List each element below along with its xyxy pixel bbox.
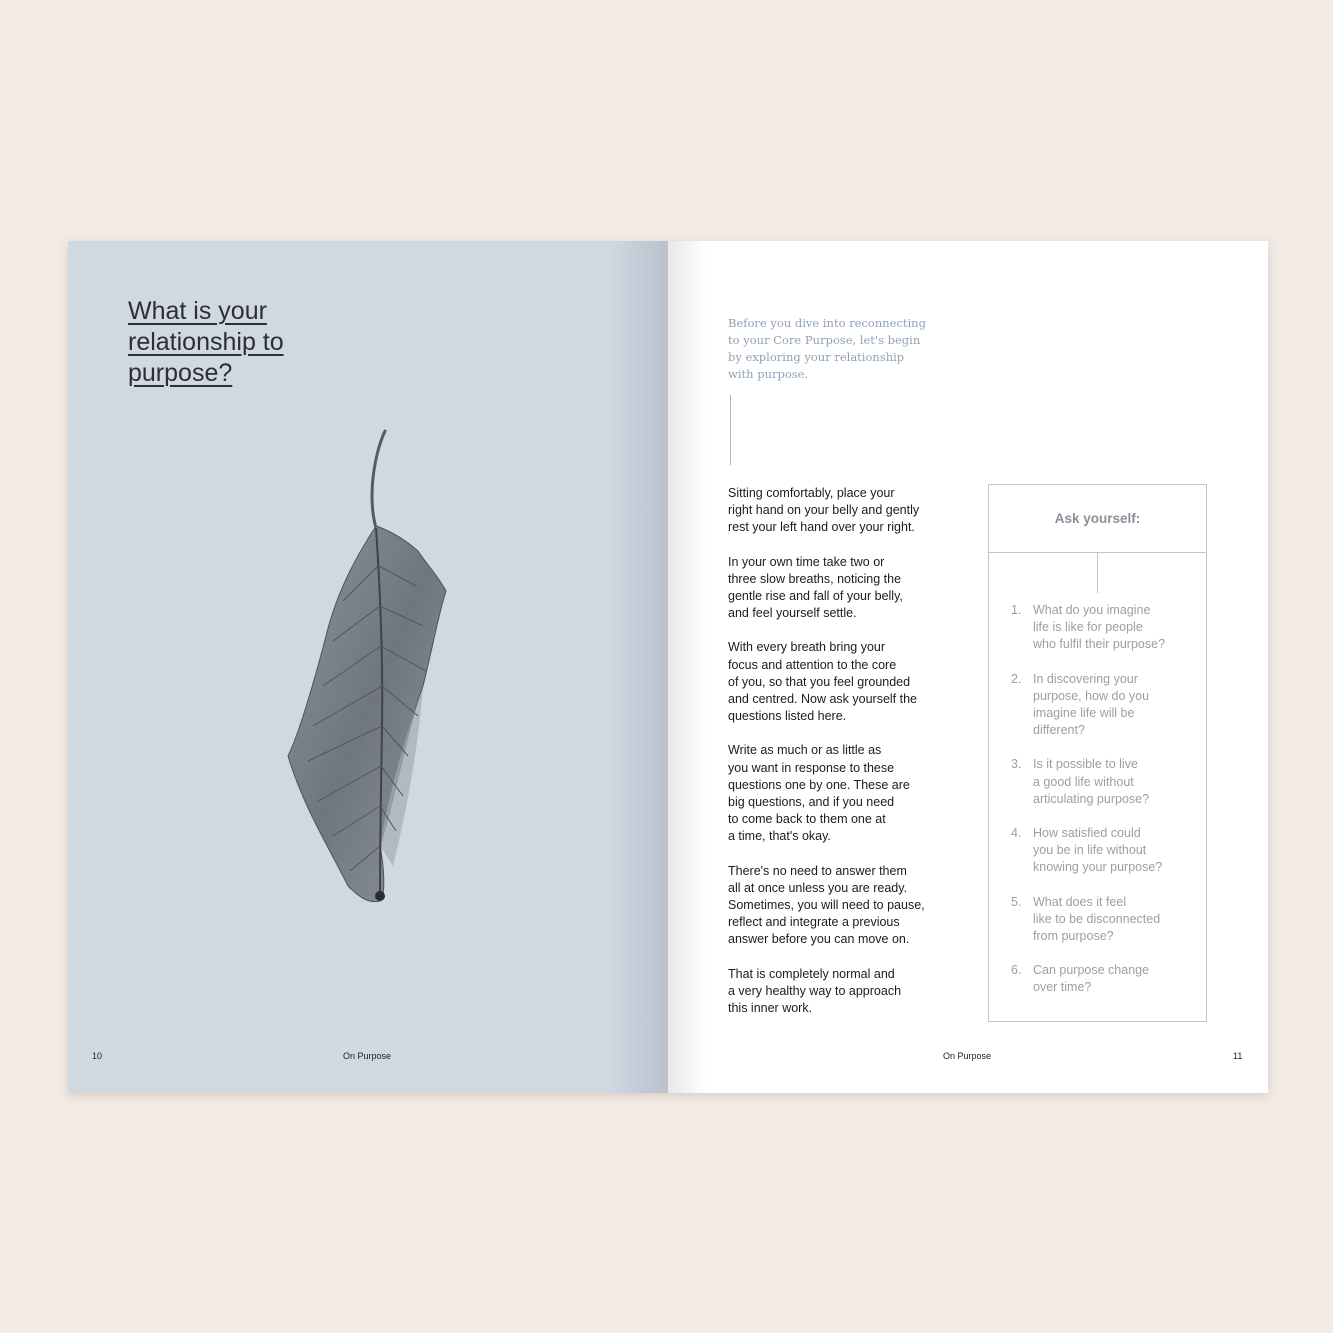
question-number: 1. <box>1011 603 1022 617</box>
question-number: 2. <box>1011 671 1022 686</box>
ask-yourself-title: Ask yourself: <box>989 485 1206 553</box>
question-text <box>1033 602 1196 654</box>
paragraph <box>728 485 953 537</box>
text-line: questions one by one. These are <box>728 777 910 792</box>
text-line: gentle rise and fall of your belly, <box>728 589 903 604</box>
text-line: answer before you can move on. <box>728 932 910 947</box>
question-list <box>1011 602 1196 1014</box>
question-line: Can purpose change <box>1033 963 1150 978</box>
text-line: In your own time take two or <box>728 554 885 569</box>
question-line: What does it feel <box>1033 894 1127 909</box>
question-text <box>1033 894 1196 946</box>
text-line: a time, that's okay. <box>728 829 831 844</box>
left-page <box>68 241 668 1093</box>
box-divider-tick <box>1097 553 1098 593</box>
divider-line <box>730 395 731 465</box>
question-line: How satisfied could <box>1033 826 1141 841</box>
text-line: three slow breaths, noticing the <box>728 571 902 586</box>
text-line: a very healthy way to approach <box>728 983 902 998</box>
running-title-right: On Purpose <box>943 1051 992 1061</box>
text-line: and centred. Now ask yourself the <box>728 692 917 707</box>
intro-text <box>728 315 938 383</box>
question-number: 3. <box>1011 757 1022 772</box>
question-line: imagine life will be <box>1033 706 1135 721</box>
question-line: from purpose? <box>1033 929 1114 944</box>
question-item <box>1011 602 1196 654</box>
intro-line: to your Core Purpose, let's begin <box>728 333 921 347</box>
text-line: of you, so that you feel grounded <box>728 674 911 689</box>
question-line: a good life without <box>1033 774 1134 789</box>
text-line: questions listed here. <box>728 709 847 724</box>
intro-line: by exploring your relationship <box>728 350 905 364</box>
page-heading <box>128 296 378 389</box>
question-line: What do you imagine <box>1033 603 1151 617</box>
running-title-left: On Purpose <box>343 1051 392 1061</box>
text-line: Sitting comfortably, place your <box>728 486 895 500</box>
question-item <box>1011 756 1196 808</box>
page-number-right: 11 <box>1233 1051 1243 1061</box>
question-item <box>1011 671 1196 740</box>
text-line: all at once unless you are ready. <box>728 880 908 895</box>
text-line: to come back to them one at <box>728 812 886 827</box>
book-spread <box>68 241 1268 1093</box>
question-line: knowing your purpose? <box>1033 860 1163 875</box>
question-line: life is like for people <box>1033 620 1143 635</box>
question-number: 6. <box>1011 963 1022 978</box>
question-text <box>1033 825 1196 877</box>
question-line: like to be disconnected <box>1033 911 1161 926</box>
text-line: and feel yourself settle. <box>728 606 857 621</box>
right-page <box>668 241 1268 1093</box>
text-line: right hand on your belly and gently <box>728 503 920 518</box>
heading-line: relationship to <box>128 328 284 356</box>
page-number-left: 10 <box>92 1051 103 1061</box>
question-line: who fulfil their purpose? <box>1033 637 1166 652</box>
paragraph <box>728 639 953 725</box>
question-item <box>1011 962 1196 996</box>
body-text <box>728 485 953 1034</box>
text-line: focus and attention to the core <box>728 657 897 672</box>
leaf-photo <box>268 426 468 916</box>
heading-line: What is your <box>128 297 267 325</box>
question-line: articulating purpose? <box>1033 791 1150 806</box>
paragraph <box>728 742 953 845</box>
question-line: Is it possible to live <box>1033 757 1138 772</box>
question-text <box>1033 671 1196 740</box>
question-line: over time? <box>1033 980 1092 995</box>
paragraph <box>728 863 953 949</box>
question-item <box>1011 894 1196 946</box>
question-number: 5. <box>1011 894 1022 909</box>
question-number: 4. <box>1011 826 1022 841</box>
intro-line: with purpose. <box>728 367 809 381</box>
question-line: In discovering your <box>1033 671 1138 686</box>
intro-line: Before you dive into reconnecting <box>728 316 926 330</box>
text-line: reflect and integrate a previous <box>728 915 900 930</box>
question-text <box>1033 756 1196 808</box>
paragraph <box>728 554 953 623</box>
text-line: big questions, and if you need <box>728 795 895 810</box>
text-line: this inner work. <box>728 1001 813 1016</box>
text-line: Write as much or as little as <box>728 743 882 758</box>
text-line: you want in response to these <box>728 760 895 775</box>
ask-yourself-box <box>988 484 1207 1022</box>
question-text <box>1033 962 1196 996</box>
text-line: rest your left hand over your right. <box>728 520 915 535</box>
text-line: Sometimes, you will need to pause, <box>728 898 925 913</box>
text-line: With every breath bring your <box>728 640 886 655</box>
question-line: purpose, how do you <box>1033 688 1150 703</box>
question-item <box>1011 825 1196 877</box>
question-line: you be in life without <box>1033 843 1147 858</box>
heading-line: purpose? <box>128 359 233 387</box>
text-line: That is completely normal and <box>728 966 895 981</box>
text-line: There's no need to answer them <box>728 863 907 878</box>
question-line: different? <box>1033 723 1085 738</box>
paragraph <box>728 966 953 1018</box>
